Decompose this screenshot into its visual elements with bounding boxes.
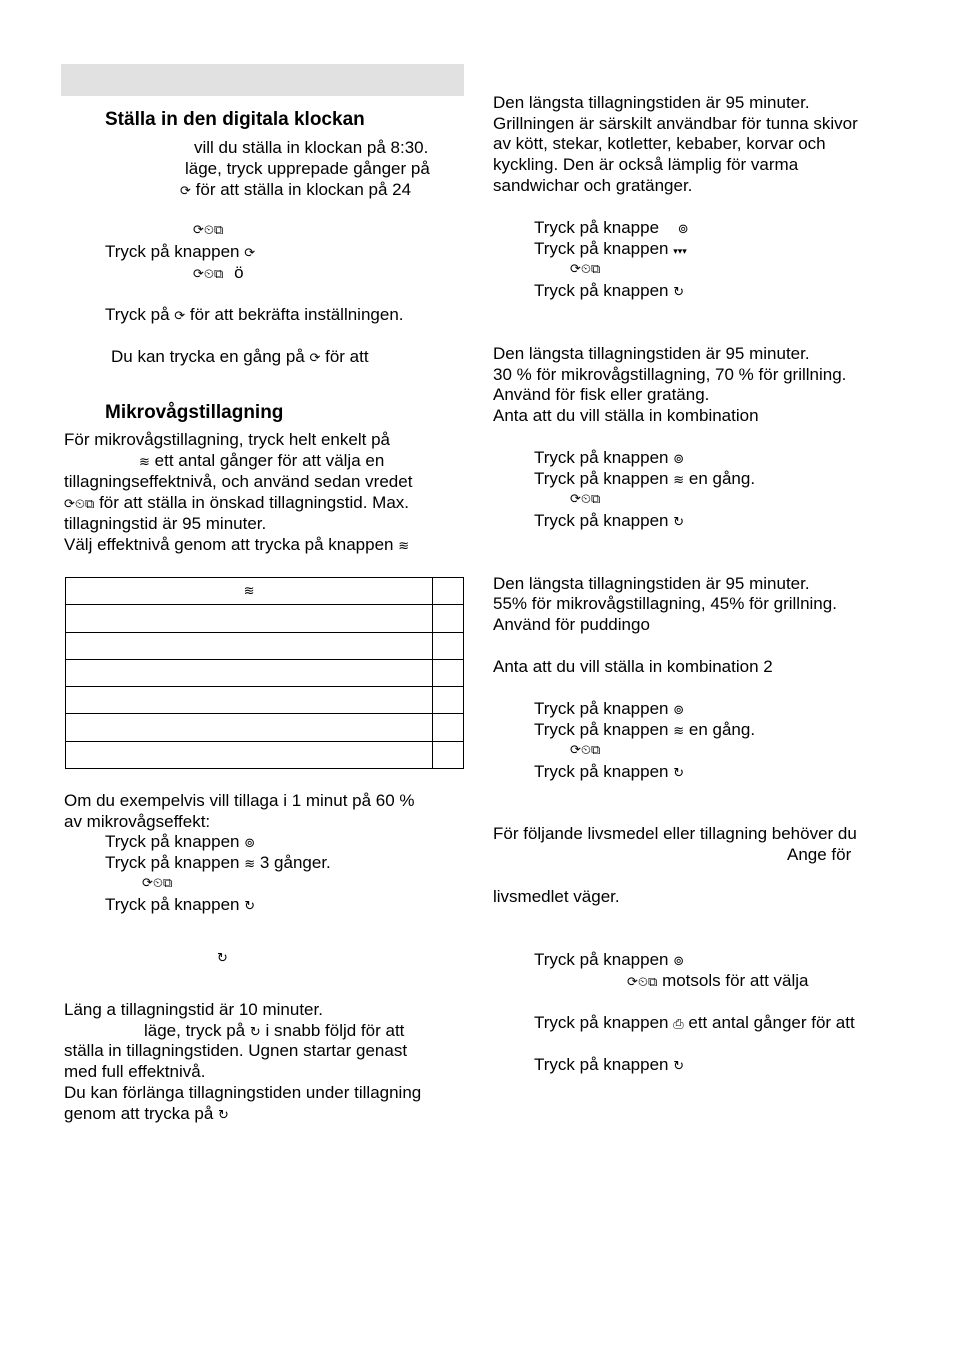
table-row — [66, 578, 464, 605]
micro-text-4: ⟳⏲⧉ för att ställa in önskad tillagningstid. Max. — [64, 493, 409, 512]
micro-text-1: För mikrovågstillagning, tryck helt enkelt på — [64, 430, 390, 449]
clock-step-3: Tryck på ⟳ för att bekräfta inställningen. — [105, 305, 404, 324]
table-cell — [433, 632, 464, 659]
auto-text-1: För följande livsmedel eller tillagning behöver du — [493, 824, 857, 843]
start-icon: ↻ — [673, 1059, 685, 1074]
combi2-text-3: Använd för puddingo — [493, 615, 650, 634]
clock-note: Du kan trycka en gång på ⟳ för att — [111, 347, 369, 366]
micro-text-3: tillagningseffektnivå, och använd sedan vredet — [64, 472, 413, 491]
combi2-text-1: Den längsta tillagningstiden är 95 minuter. — [493, 574, 810, 593]
table-cell — [66, 632, 433, 659]
grill-text-4: kyckling. Den är också lämplig för varma — [493, 155, 799, 174]
clock-dial-icon: ⟳ — [244, 246, 256, 261]
table-cell — [433, 741, 464, 768]
start-icon: ↻ — [673, 766, 685, 781]
dial-icons: ⟳⏲⧉ — [627, 975, 658, 990]
combi1-step-3: Tryck på knappen ↻ — [534, 511, 685, 530]
table-header-cell — [433, 578, 464, 605]
start-icon: ↻ — [249, 1025, 261, 1040]
microwave-icon: ≋ — [398, 539, 410, 554]
micro-text-2: ≋ ett antal gånger för att välja en — [139, 451, 385, 470]
combi-icon: ≋ — [673, 473, 685, 488]
combi2-step-1: Tryck på knappen ⊚ — [534, 699, 685, 718]
grill-text-5: sandwichar och gratänger. — [493, 176, 693, 195]
table-cell — [66, 687, 433, 714]
combi2-text-2: 55% för mikrovågstillagning, 45% för grillning. — [493, 594, 837, 613]
quick-text-2: läge, tryck på ↻ i snabb följd för att — [144, 1021, 405, 1040]
mode-button-icon: ⊚ — [244, 836, 256, 851]
microwave-icon: ≋ — [243, 583, 255, 599]
combi1-step-2: Tryck på knappen ≋ en gång. — [534, 469, 756, 488]
auto-step-1: Tryck på knappen ⊚ — [534, 950, 685, 969]
auto-text-2: Ange för — [787, 845, 852, 864]
micro-heading: Mikrovågstillagning — [105, 402, 284, 423]
auto-step-4: Tryck på knappen ↻ — [534, 1055, 685, 1074]
mode-button-icon: ⊚ — [673, 703, 685, 718]
clock-text-1: vill du ställa in klockan på 8:30. — [194, 138, 429, 157]
table-cell — [66, 714, 433, 741]
table-header-cell — [66, 578, 433, 605]
grill-text-1: Den längsta tillagningstiden är 95 minuter. — [493, 93, 810, 112]
example-step-1: Tryck på knappen ⊚ — [105, 832, 256, 851]
example-step-3: Tryck på knappen ↻ — [105, 895, 256, 914]
table-cell — [433, 687, 464, 714]
clock-text-3: ⟳ för att ställa in klockan på 24 — [180, 180, 412, 199]
table-cell — [433, 714, 464, 741]
dial-icons: ⟳⏲⧉ — [193, 223, 224, 238]
example-text-1: Om du exempelvis vill tillaga i 1 minut på 60 % — [64, 791, 415, 810]
microwave-icon: ≋ — [139, 455, 150, 470]
dial-icons: ⟳⏲⧉ — [570, 492, 601, 507]
table-row — [66, 659, 464, 686]
clock-dial-icon: ⟳ — [180, 184, 191, 199]
grill-text-2: Grillningen är särskilt användbar för tunna skivor — [493, 114, 858, 133]
clock-heading: Ställa in den digitala klockan — [105, 109, 365, 130]
clock-step-2: ⟳⏲⧉ ö — [193, 263, 244, 282]
quick-text-6: genom att trycka på ↻ — [64, 1104, 229, 1123]
microwave-icon: ≋ — [244, 857, 256, 872]
table-cell — [66, 659, 433, 686]
mode-button-icon: ⊚ — [673, 452, 685, 467]
combi1-step-1: Tryck på knappen ⊚ — [534, 448, 685, 467]
table-row — [66, 605, 464, 632]
combi2-step-3: Tryck på knappen ↻ — [534, 762, 685, 781]
clock-text-2: läge, tryck upprepade gånger på — [185, 159, 430, 178]
clock-step-1: Tryck på knappen ⟳ — [105, 242, 256, 261]
combi1-text-4: Anta att du vill ställa in kombination — [493, 406, 759, 425]
table-cell — [433, 605, 464, 632]
dial-icons: ⟳⏲⧉ — [142, 876, 173, 891]
grill-icon: ▾▾▾ — [673, 247, 687, 257]
combi-icon: ≋ — [673, 724, 685, 739]
table-cell — [66, 605, 433, 632]
combi1-text-2: 30 % för mikrovågstillagning, 70 % för grillning. — [493, 365, 847, 384]
table-row — [66, 741, 464, 768]
combi1-text-1: Den längsta tillagningstiden är 95 minuter. — [493, 344, 810, 363]
clock-dial-icon: ⟳ — [309, 351, 321, 366]
table-cell — [66, 741, 433, 768]
mode-button-icon: ⊚ — [677, 222, 689, 237]
combi1-text-3: Använd för fisk eller gratäng. — [493, 385, 710, 404]
table-row — [66, 687, 464, 714]
quick-text-4: med full effektnivå. — [64, 1062, 206, 1081]
combi2-step-2: Tryck på knappen ≋ en gång. — [534, 720, 756, 739]
example-text-2: av mikrovågseffekt: — [64, 812, 211, 831]
start-icon: ↻ — [673, 515, 685, 530]
power-level-table — [65, 577, 464, 769]
combi2-text-4: Anta att du vill ställa in kombination 2 — [493, 657, 773, 676]
micro-text-5: tillagningstid är 95 minuter. — [64, 514, 267, 533]
dial-icons: ⟳⏲⧉ — [570, 262, 601, 277]
quick-text-1: Läng a tillagningstid är 10 minuter. — [64, 1000, 323, 1019]
grill-step-1: Tryck på knappe ⊚ — [534, 218, 689, 237]
start-icon: ↻ — [218, 1108, 229, 1123]
clock-dial-icon: ⟳ — [174, 309, 186, 324]
example-step-2: Tryck på knappen ≋ 3 gånger. — [105, 853, 331, 872]
table-row — [66, 714, 464, 741]
table-cell — [433, 659, 464, 686]
quick-text-5: Du kan förlänga tillagningstiden under tillagning — [64, 1083, 422, 1102]
start-icon: ↻ — [244, 899, 256, 914]
quick-text-3: ställa in tillagningstiden. Ugnen startar genast — [64, 1041, 408, 1060]
auto-text-3: livsmedlet väger. — [493, 887, 620, 906]
start-icon: ↻ — [673, 285, 685, 300]
mode-button-icon: ⊚ — [673, 954, 685, 969]
micro-text-6: Välj effektnivå genom att trycka på knappen ≋ — [64, 535, 410, 554]
dial-icons: ⟳⏲⧉ — [193, 267, 224, 282]
grill-step-3: Tryck på knappen ↻ — [534, 281, 685, 300]
section-header-bar — [61, 64, 464, 96]
grill-step-2: Tryck på knappen ▾▾▾ — [534, 239, 687, 258]
grill-text-3: av kött, stekar, kotletter, kebaber, korvar och — [493, 134, 826, 153]
dial-icons: ⟳⏲⧉ — [570, 743, 601, 758]
auto-step-2: ⟳⏲⧉ motsols för att välja — [627, 971, 809, 990]
auto-menu-icon: ⎙ — [673, 1017, 684, 1032]
start-icon: ↻ — [217, 951, 228, 966]
auto-step-3: Tryck på knappen ⎙ ett antal gånger för att — [534, 1013, 855, 1032]
dial-icons: ⟳⏲⧉ — [64, 497, 95, 512]
table-row — [66, 632, 464, 659]
